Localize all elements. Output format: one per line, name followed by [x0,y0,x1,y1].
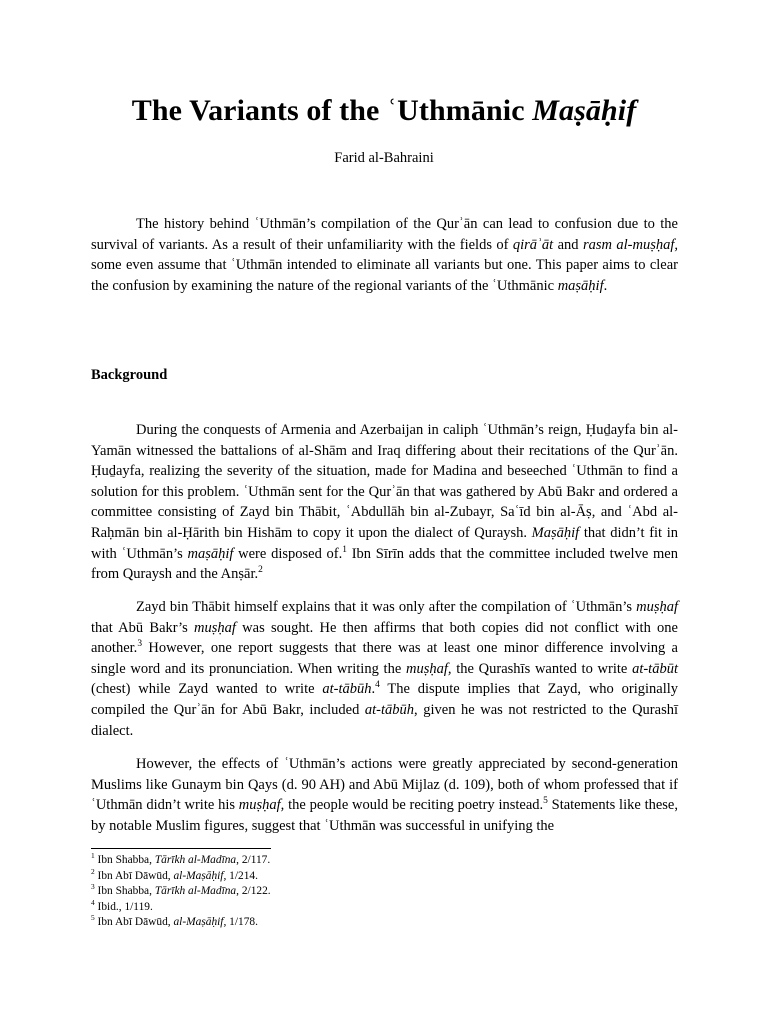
footnote-item [91,853,678,869]
title-main: The Variants of the ʿUthmānic [131,94,533,127]
text-run: some even assume that ʿUthmān intended to eliminate all variants but one. This paper aims to clear the confusion by examining the nature of the regional variants of the ʿUthmānic [91,257,678,294]
footnote-divider [91,848,271,849]
text-run: Zayd bin Thābit himself explains that it was only after the compilation of ʿUthmān’s [136,599,637,615]
text-run: that didn’t fit in with ʿUthmān’s [91,524,678,562]
document-title [0,94,768,128]
text-run: , given he was not restricted to the Qurashī dialect. [91,701,678,739]
text-run: that Abū Bakr’s [91,619,195,636]
italic-term: qirāʾāt [512,236,554,253]
italic-term: rasm al-muṣḥaf, [582,236,679,253]
text-run: The dispute implies that Zayd, who originally compiled the Qurʾān for Abū Bakr, included [91,681,679,718]
text-run: . [371,681,376,698]
footnote-number: 4 [91,897,95,907]
footnote-number: 3 [91,882,95,892]
rich-text [91,422,678,582]
footnote-ref: 5 [543,796,548,807]
italic-term: muṣḥaf, [405,660,452,677]
text-run: Statements like these, by notable Muslim figures, suggest that ʿUthmān was successful in unifying the [91,797,678,834]
rich-text [91,599,678,739]
footnote-item [91,866,678,885]
footnote-number: 5 [91,913,95,923]
italic-term: muṣḥaf [194,619,236,636]
text-run: were disposed of. [233,545,343,562]
section-heading: Background [91,367,168,383]
text-run: The history behind ʿUthmān’s compilation of the Qurʾān can lead to confusion due to the survival of variants. As a result of their unfamiliarity with the fields of [91,216,678,253]
rich-text [91,756,678,834]
italic-term: muṣḥaf, [238,797,285,814]
footnote-ref: 3 [137,639,143,650]
footnote-text: , 2/117. [236,854,271,866]
body-paragraph [91,420,678,585]
footnote-work-title: Tārīkh al-Madīna [154,885,237,898]
footnote-number: 1 [91,851,95,861]
author-name: Farid al-Bahraini [334,150,434,166]
footnote-text: Ibn Abī Dāwūd, [94,916,174,929]
text-run: However, the effects of ʿUthmān’s actions were greatly appreciated by second-generation Muslims like Gunaym bin Qays (d. 90 AH) and Abū Mijlaz (d. 109), both of whom professed that if ʿUthmān didn’t write his [91,756,678,814]
italic-term: maṣāḥif [187,545,234,562]
title-italic: Maṣāḥif [532,94,637,127]
footnote-text: 1/178. [226,916,258,929]
footnote-text: , 2/122. [236,885,271,898]
footnote-text: Ibid., 1/119. [94,900,153,913]
text-run: During the conquests of Armenia and Azerbaijan in caliph ʿUthmān’s reign, Ḥuḏayfa bin al-Yamān witnessed the battalions of al-Shām and Iraq differing about their recitations of the Qurʾān. Ḥuḏayfa, realizing the severity of the situation, made for Madina and beseeched ʿUthmān to find a solution for this problem. ʿUthmān sent for the Qurʾān that was gathered by Abū Bakr and ordered a committee consisting of Zayd bin Thābit, ʿAbdullāh bin al-Zubayr, Saʿīd bin al-Āṣ, and ʿAbd al-Raḥmān bin al-Ḥārith bin Hishām to copy it upon the dialect of Quraysh. [91,422,678,541]
footnote-ref: 1 [342,544,347,555]
footnote-text: 1/214. [226,869,258,882]
footnote-ref: 2 [258,565,263,576]
footnote-work-title: Tārīkh al-Madīna [154,854,237,866]
italic-term: at-tābūh [322,681,372,698]
italic-term: at-tābūt [632,660,678,677]
italic-term: at-tābūh [364,701,415,718]
footnote-item [91,884,678,900]
body-paragraph [91,597,678,741]
footnote-text: Ibn Shabba, [94,885,155,898]
abstract-paragraph [91,214,678,296]
text-run: was sought. He then affirms that both copies did not conflict with one another. [91,619,678,657]
footnote-item [91,897,678,916]
text-run: . [603,277,608,294]
text-run: (chest) while Zayd wanted to write [91,681,323,698]
italic-term: muṣḥaf [636,599,678,615]
text-run: the Qurashīs wanted to write [451,660,633,677]
italic-term: maṣāḥif [557,277,604,294]
footnotes [91,853,678,931]
footnote-work-title: al-Maṣāḥif, [173,869,227,882]
rich-text [91,216,678,294]
footnote-ref: 4 [375,680,380,691]
text-run: the people would be reciting poetry instead. [284,797,544,814]
body-paragraph [91,754,678,836]
footnote-text: Ibn Abī Dāwūd, [94,869,174,882]
footnote-work-title: al-Maṣāḥif, [173,916,227,929]
text-run: Ibn Sīrīn adds that the committee included twelve men from Quraysh and the Anṣār. [91,545,678,583]
footnote-text: Ibn Shabba, [94,854,155,866]
footnote-item [91,915,678,931]
footnote-number: 2 [91,866,95,876]
text-run: and [553,236,583,253]
italic-term: Maṣāḥif [531,524,580,541]
text-run: However, one report suggests that there was at least one minor difference involving a single word and its pronunciation. When writing the [91,640,678,677]
